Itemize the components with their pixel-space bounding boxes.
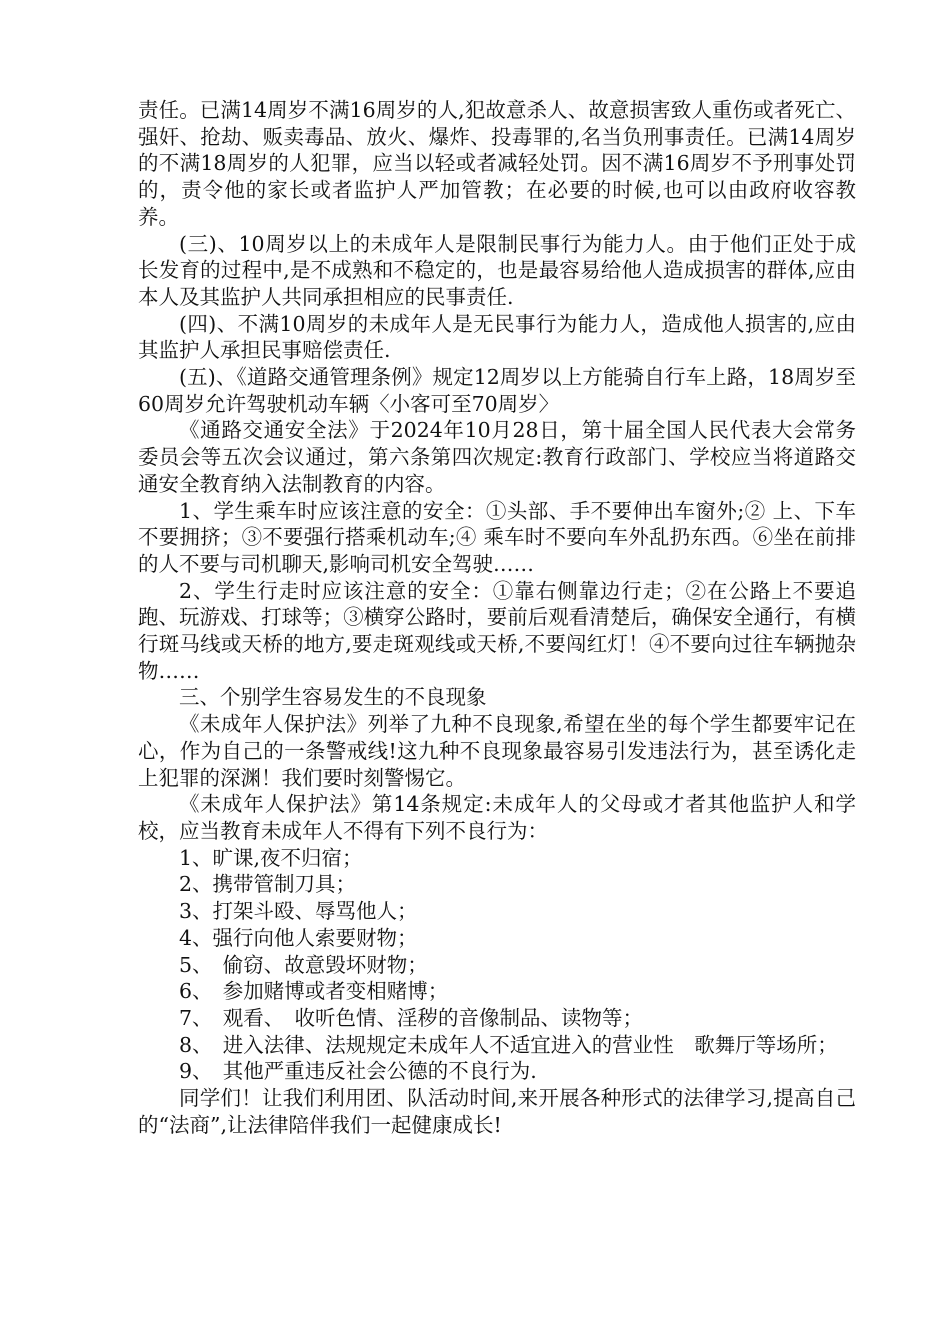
- paragraph-closing: 同学们！让我们利用团、队活动时间,来开展各种形式的法律学习,提高自己的“法商”,让法律陪伴我们一起健康成长!: [138, 1086, 856, 1137]
- paragraph-criminal-responsibility: 责任。已满14周岁不满16周岁的人,犯故意杀人、故意损害致人重伤或者死亡、强奸、抢劫、贩卖毒品、放火、爆炸、投毒罪的,名当负刑事责任。已满14周岁的不满18周岁的人犯罪，应当以轻或者减轻处罚。因不满16周岁不予刑事处罚的，责令他的家长或者监护人严加管教；在必要的时候,也可以由政府收容教养。: [138, 98, 856, 229]
- list-item-9: 9、 其他严重违反社会公德的不良行为.: [179, 1059, 537, 1084]
- document-page: [138, 97, 856, 1138]
- paragraph-nine-bad-behaviors: 《未成年人保护法》列举了九种不良现象,希望在坐的每个学生都要牢记在心，作为自己的一条警戒线!这九种不良现象最容易引发违法行为，甚至诱化走上犯罪的深渊！我们要时刻警惕它。: [138, 712, 856, 790]
- paragraph-traffic-regulation: (五)、《道路交通管理条例》规定12周岁以上方能骑自行车上路，18周岁至60周岁允许驾驶机动车辆〈小客可至70周岁〉: [138, 365, 856, 416]
- paragraph-no-capacity: (四)、不满10周岁的未成年人是无民事行为能力人，造成他人损害的,应由其监护人承担民事赔偿责任.: [138, 311, 856, 363]
- list-item-8: 8、 进入法律、法规规定未成年人不适宜进入的营业性 歌舞厅等场所；: [179, 1032, 838, 1057]
- paragraph-walking-safety: 2、学生行走时应该注意的安全：①靠右侧靠边行走；②在公路上不要追跑、玩游戏、打球等；③横穿公路时，要前后观看清楚后，确保安全通行，有横行斑马线或天桥的地方,要走斑观线或天桥,不要闯红灯！④不要向过往车辆抛杂物……: [138, 578, 856, 683]
- paragraph-traffic-safety-law: 《通路交通安全法》于2024年10月28日，第十届全国人民代表大会常务委员会等五次会议通过，第六条第四次规定:教育行政部门、学校应当将道路交通安全教育纳入法制教育的内容。: [138, 418, 856, 496]
- list-item-7: 7、 观看、 收听色情、淫秽的音像制品、读物等；: [179, 1005, 644, 1030]
- list-item-2: 2、携带管制刀具；: [179, 872, 357, 897]
- paragraph-article-14: 《未成年人保护法》第14条规定:未成年人的父母或才者其他监护人和学校，应当教育未成年人不得有下列不良行为：: [138, 792, 856, 843]
- section-heading-bad-behaviors: 三、个别学生容易发生的不良现象: [179, 685, 487, 710]
- list-item-4: 4、强行向他人索要财物；: [179, 925, 418, 950]
- list-item-3: 3、打架斗殴、辱骂他人；: [179, 899, 418, 924]
- paragraph-limited-capacity: (三)、10周岁以上的未成年人是限制民事行为能力人。由于他们正处于成长发育的过程中,是不成熟和不稳定的，也是最容易给他人造成损害的群体,应由本人及其监护人共同承担相应的民事责任.: [138, 231, 856, 309]
- list-item-5: 5、 偷窃、故意毁坏财物；: [179, 952, 428, 977]
- list-item-6: 6、 参加赌博或者变相赌博；: [179, 979, 449, 1004]
- list-item-1: 1、旷课,夜不归宿；: [179, 845, 363, 870]
- paragraph-riding-safety: 1、学生乘车时应该注意的安全：①头部、手不要伸出车窗外;② 上、下车不要拥挤；③不要强行搭乘机动车;④ 乘车时不要向车外乱扔东西。⑥坐在前排的人不要与司机聊天,影响司机安全驾驶……: [138, 498, 856, 576]
